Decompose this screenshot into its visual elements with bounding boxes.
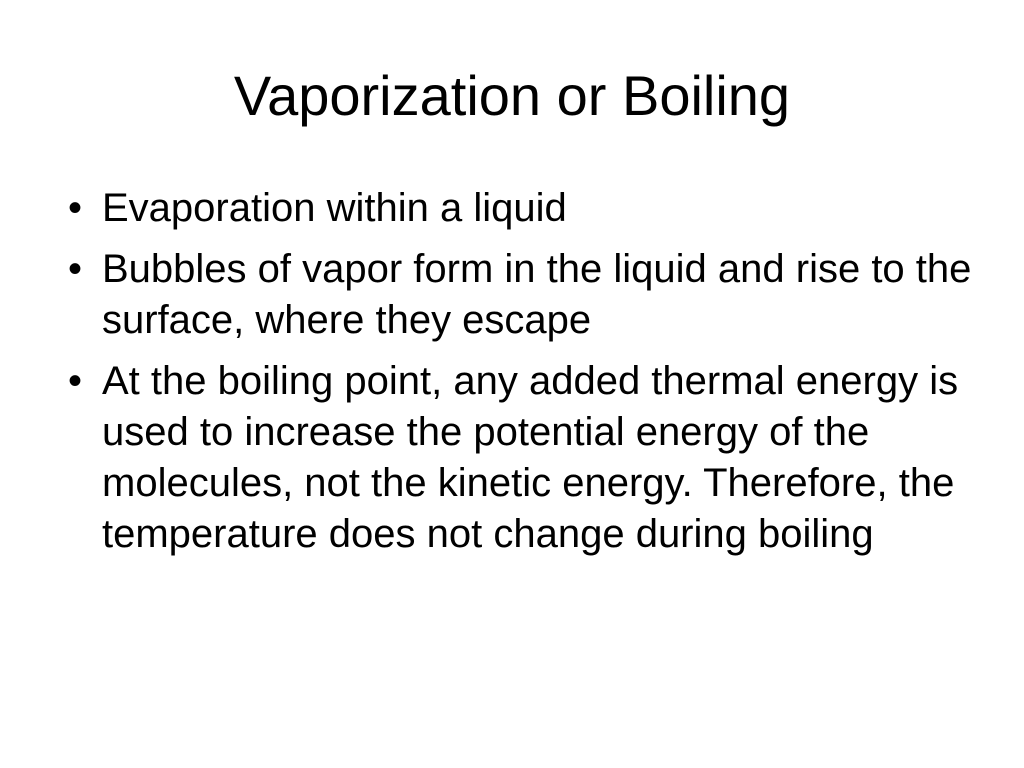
bullet-item xyxy=(60,183,980,234)
bullet-list xyxy=(60,183,980,570)
bullet-text: Bubbles of vapor form in the liquid and rise to the surface, where they escape xyxy=(102,247,972,342)
bullet-item xyxy=(60,356,980,560)
bullet-icon: • xyxy=(67,247,82,291)
bullet-icon: • xyxy=(67,186,82,230)
slide-title: Vaporization or Boiling xyxy=(233,64,791,127)
bullet-icon: • xyxy=(67,359,82,403)
bullet-text: Evaporation within a liquid xyxy=(102,186,567,230)
bullet-item xyxy=(60,244,980,346)
bullet-text: At the boiling point, any added thermal energy is used to increase the potential energy of the molecules, not the kinetic energy. Therefore, the temperature does not change during boiling xyxy=(102,359,959,556)
